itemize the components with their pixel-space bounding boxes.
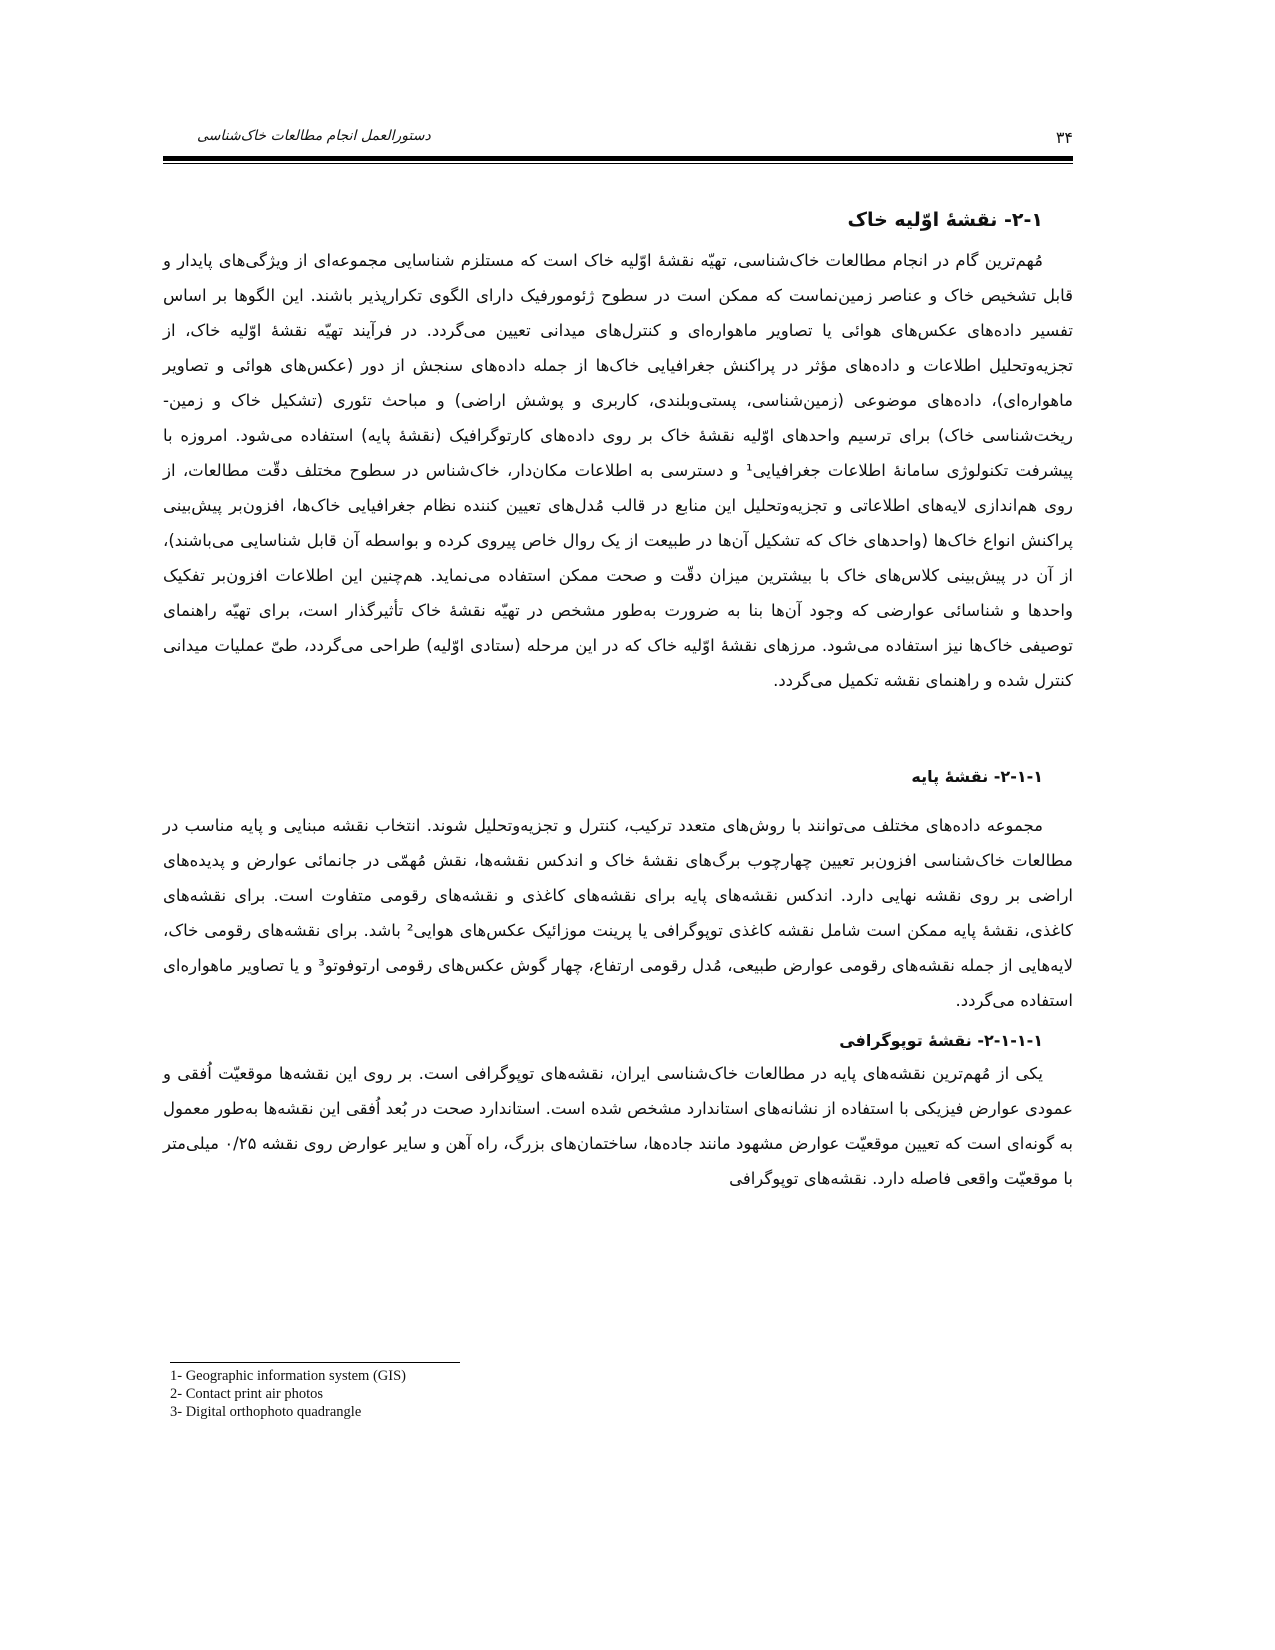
page-number: ۳۴ bbox=[1055, 128, 1073, 147]
footnote-rule bbox=[170, 1362, 460, 1363]
footnote-item: 2- Contact print air photos bbox=[170, 1386, 324, 1402]
footnotes bbox=[170, 1367, 770, 1421]
footnote-item: 1- Geographic information system (GIS) bbox=[170, 1368, 406, 1384]
section-heading: ۲-۱- نقشهٔ اوّلیه خاک bbox=[847, 209, 1043, 231]
running-header bbox=[163, 128, 1073, 150]
subsubsection-paragraph: یکی از مُهم‌ترین نقشه‌های پایه در مطالعات خاک‌شناسی ایران، نقشه‌های توپوگرافی است. بر روی این نقشه‌ها موقعیّت اُفقی و عمودی عوارض فیزیکی با استفاده از نشانه‌های استاندارد مشخص شده است. استاندارد صحت در بُعد اُفقی این نقشه‌ها به‌طور معمول به گونه‌ای است که تعیین موقعیّت عوارض مشهود مانند جاده‌ها، ساختمان‌های بزرگ، راه آهن و سایر عوارض روی نقشه ۰/۲۵ میلی‌متر با موقعیّت واقعی فاصله دارد. نقشه‌های توپوگرافی bbox=[163, 1064, 1073, 1188]
subsection-heading: ۲-۱-۱- نقشهٔ پایه bbox=[911, 767, 1043, 786]
footnote-item: 3- Digital orthophoto quadrangle bbox=[170, 1404, 362, 1420]
section-paragraph: مُهم‌ترین گام در انجام مطالعات خاک‌شناسی، تهیّه نقشهٔ اوّلیه خاک است که مستلزم شناسایی مجموعه‌ای از ویژگی‌های پایدار و قابل تشخیص خاک و عناصر زمین‌نماست که ممکن است در سطوح ژئومورفیک دارای الگوی تکرارپذیر باشند. این الگوها بر اساس تفسیر داده‌های عکس‌های هوائی یا تصاویر ماهواره‌ای و کنترل‌های میدانی تعیین می‌گردد. در فرآیند تهیّه نقشهٔ اوّلیه خاک، از تجزیه‌وتحلیل اطلاعات و داده‌های مؤثر در پراکنش جغرافیایی خاک‌ها از جمله داده‌های سنجش از دور (عکس‌های هوائی و تصاویر ماهواره‌ای)، داده‌های موضوعی (زمین‌شناسی، پستی‌وبلندی، کاربری و پوشش اراضی) و مباحث تئوری (تشکیل خاک و زمین-ریخت‌شناسی خاک) برای ترسیم واحدهای اوّلیه نقشهٔ خاک بر روی داده‌های کارتوگرافیک (نقشهٔ پایه) استفاده می‌شود. امروزه با پیشرفت تکنولوژی سامانهٔ اطلاعات جغرافیایی¹ و دسترسی به اطلاعات مکان‌دار، خاک‌شناس در سطوح مختلف دقّت مطالعات، از روی هم‌اندازی لایه‌های اطلاعاتی و تجزیه‌وتحلیل این منابع در قالب مُدل‌های تعیین کننده نظام جغرافیایی خاک‌ها، افزون‌بر پیش‌بینی پراکنش انواع خاک‌ها (واحدهای خاک که تشکیل آن‌ها در طبیعت از یک روال خاص پیروی کرده و بواسطه آن قابل شناسایی می‌باشند)، از آن در پیش‌بینی کلاس‌های خاک با بیشترین میزان دقّت و صحت ممکن استفاده می‌نماید. هم‌چنین این اطلاعات افزون‌بر تفکیک واحدها و شناسائی عوارضی که وجود آن‌ها بنا به ضرورت به‌طور مشخص در تهیّه نقشهٔ خاک تأثیرگذار است، برای تهیّه راهنمای توصیفی خاک‌ها نیز استفاده می‌شود. مرزهای نقشهٔ اوّلیه خاک که در این مرحله (ستادی اوّلیه) طراحی می‌گردد، طیّ عملیات میدانی کنترل شده و راهنمای نقشه تکمیل می‌گردد. bbox=[163, 251, 1073, 690]
subsection-paragraph: مجموعه داده‌های مختلف می‌توانند با روش‌های متعدد ترکیب، کنترل و تجزیه‌وتحلیل شوند. انتخاب نقشه مبنایی و پایه مناسب در مطالعات خاک‌شناسی افزون‌بر تعیین چهارچوب برگ‌های نقشهٔ خاک و اندکس نقشه‌ها، نقش مُهمّی در جانمائی عوارض و پدیده‌های اراضی بر روی نقشه نهایی دارد. اندکس نقشه‌های پایه برای نقشه‌های کاغذی و نقشه‌های رقومی متفاوت است. برای نقشه‌های کاغذی، نقشهٔ پایه ممکن است شامل نقشه کاغذی توپوگرافی یا پرینت موزائیک عکس‌های هوایی² باشد. برای نقشه‌های رقومی خاک، لایه‌هایی از جمله نقشه‌های رقومی عوارض طبیعی، مُدل رقومی ارتفاع، چهار گوش عکس‌های رقومی ارتوفوتو³ و یا تصاویر ماهواره‌ای استفاده می‌گردد. bbox=[163, 816, 1073, 1010]
header-rule-thick bbox=[163, 156, 1073, 161]
subsubsection-heading: ۲-۱-۱-۱- نقشهٔ توپوگرافی bbox=[839, 1031, 1043, 1050]
section-gap bbox=[163, 698, 1073, 762]
running-title: دستورالعمل انجام مطالعات خاک‌شناسی bbox=[197, 128, 431, 144]
subsection-gap bbox=[163, 1018, 1073, 1026]
header-rule-thin bbox=[163, 163, 1073, 164]
body-content bbox=[163, 205, 1073, 1196]
